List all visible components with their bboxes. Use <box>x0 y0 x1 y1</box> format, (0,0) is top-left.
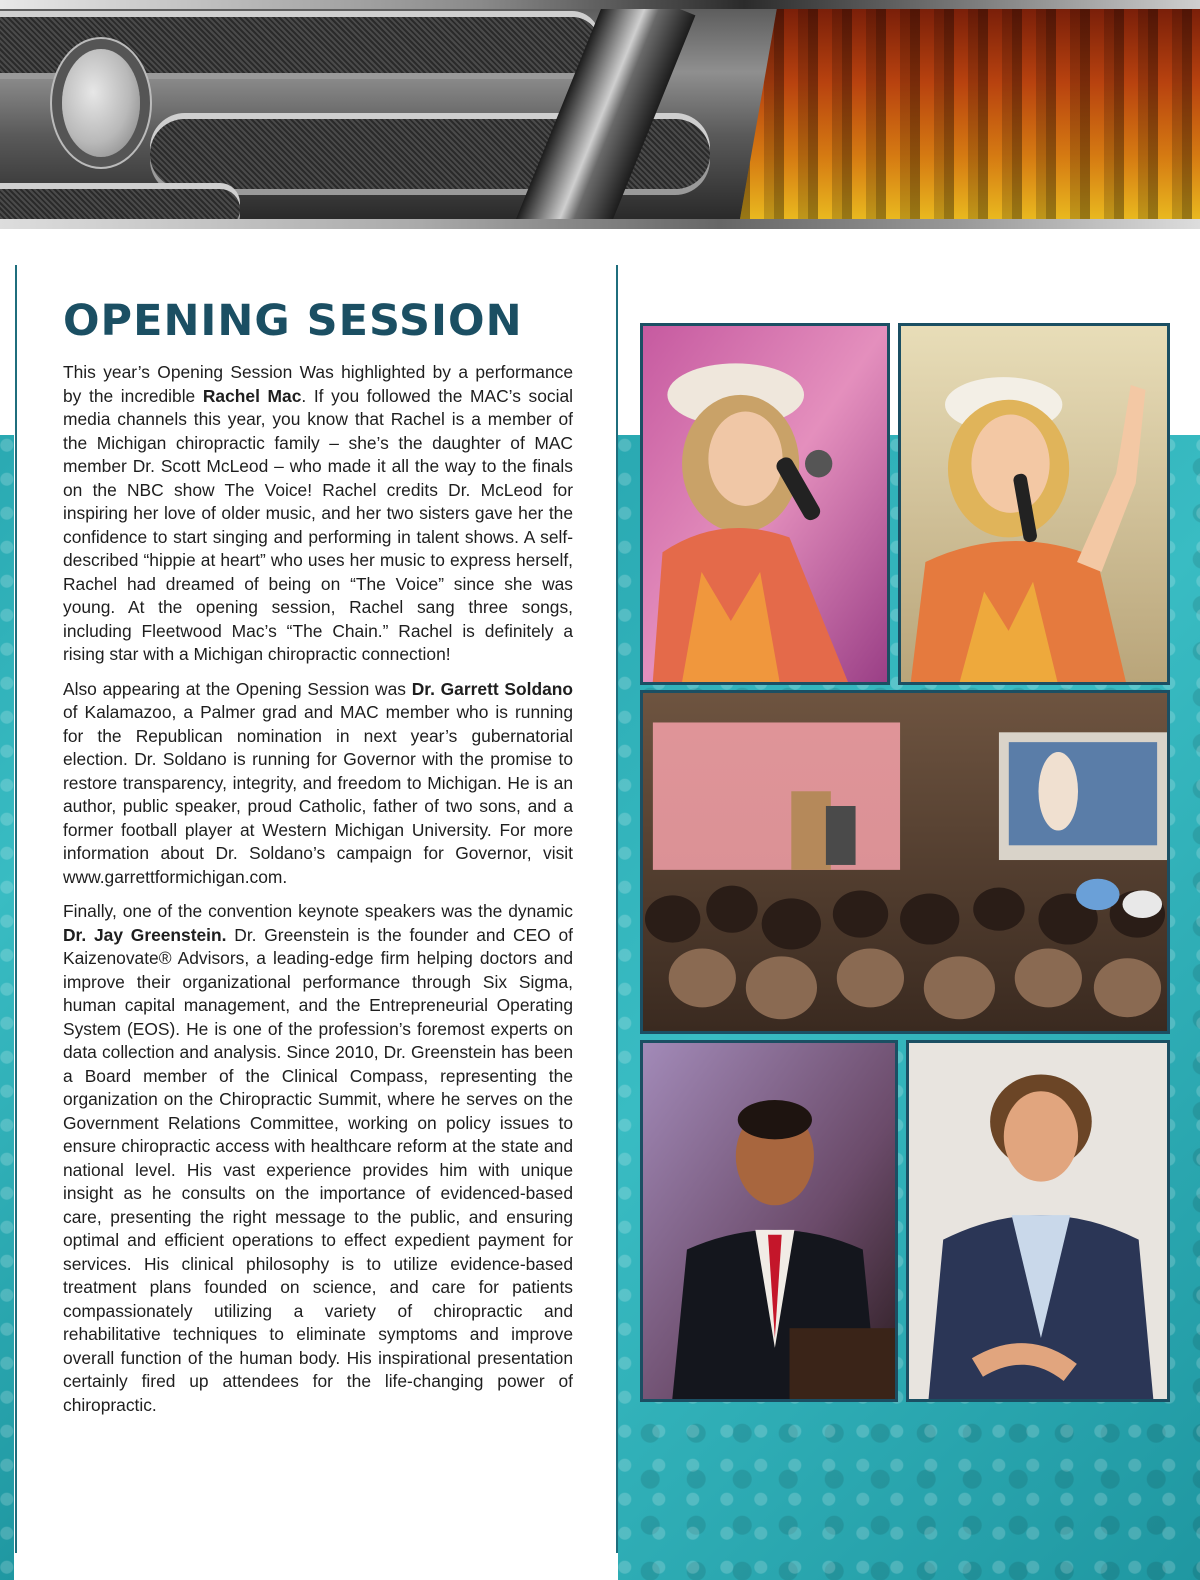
article-paragraph <box>63 900 573 1417</box>
paragraph-text: Also appearing at the Opening Session was <box>63 678 412 699</box>
article-paragraph <box>63 678 573 890</box>
column-divider <box>616 265 618 1553</box>
left-teal-strip <box>0 435 14 1580</box>
paragraph-text: This year’s Opening Session Was highlighted by a performance by the incredible <box>63 362 573 406</box>
paragraph-text: of Kalamazoo, a Palmer grad and MAC member who is running for the Republican nomination in next year’s gubernatorial election. Dr. Soldano is running for Governor with the promise to restore transparency, integrity, and freedom to Michigan. He is an author, public speaker, proud Catholic, father of two sons, and a former football player at Western Michigan University. For more information about Dr. Soldano’s campaign for Governor, visit www.garrettformichigan.com. <box>63 702 573 887</box>
photo-audience-stage <box>640 690 1170 1034</box>
photo-keynote-speaker <box>906 1040 1170 1402</box>
microphone-image <box>0 9 780 219</box>
left-divider <box>15 265 17 1553</box>
paragraph-text: . If you followed the MAC’s social media channels this year, you know that Rachel is a member of the Michigan chiropractic family – she’s the daughter of MAC member Dr. Scott McLeod – who made it all the way to the finals on the NBC show The Voice! Rachel credits Dr. McLeod for inspiring her love of older music, and her two sisters gave her the confidence to start singing and performing in talent shows. A self-described “hippie at heart” who uses her music to express herself, Rachel had dreamed of being on “The Voice” since she was young. At the opening session, Rachel sang three songs, including Fleetwood Mac’s “The Chain.” Rachel is definitely a rising star with a Michigan chiropractic connection! <box>63 385 574 664</box>
paragraph-text: Dr. Greenstein is the founder and CEO of Kaizenovate® Advisors, a leading-edge firm helping doctors and improve their organizational performance through Six Sigma, human capital management, and the Entrepreneurial Operating System (EOS). He is one of the profession’s foremost experts on data collection and analysis. Since 2010, Dr. Greenstein has been a Board member of the Clinical Compass, representing the organization on the Chiropractic Summit, where he serves on the Government Relations Committee, working on policy issues to ensure chiropractic access with healthcare reform at the state and national level. His vast experience provides him with unique insight as he consults on the importance of evidenced-based care, presenting the right message to the public, and ensuring optimal and efficient operations to effect expedient payment for services. His clinical philosophy is to utilize evidence-based treatment plans founded on science, and care for patients compassionately utilizing a variety of chiropractic and rehabilitative techniques to eliminate symptoms and improve overall function of the human body. His inspirational presentation certainly fired up attendees for the life-changing power of chiropractic. <box>63 924 573 1415</box>
keynote-speaker-name: Dr. Jay Greenstein. <box>63 924 227 945</box>
photo-singer-profile <box>640 323 890 685</box>
banner-bottom-rule <box>0 219 1200 229</box>
paragraph-text: Finally, one of the convention keynote speakers was the dynamic <box>63 901 573 921</box>
speaker-name: Dr. Garrett Soldano <box>411 678 573 699</box>
photo-speaker-podium <box>640 1040 898 1402</box>
photo-singer-pointing <box>898 323 1170 685</box>
banner-top-rule <box>0 0 1200 9</box>
header-banner <box>0 0 1200 230</box>
article-column <box>63 293 573 1428</box>
page-title: OPENING SESSION <box>63 296 523 346</box>
stage-curtain-image <box>740 9 1200 219</box>
performer-name: Rachel Mac <box>202 385 302 406</box>
article-paragraph <box>63 361 573 667</box>
